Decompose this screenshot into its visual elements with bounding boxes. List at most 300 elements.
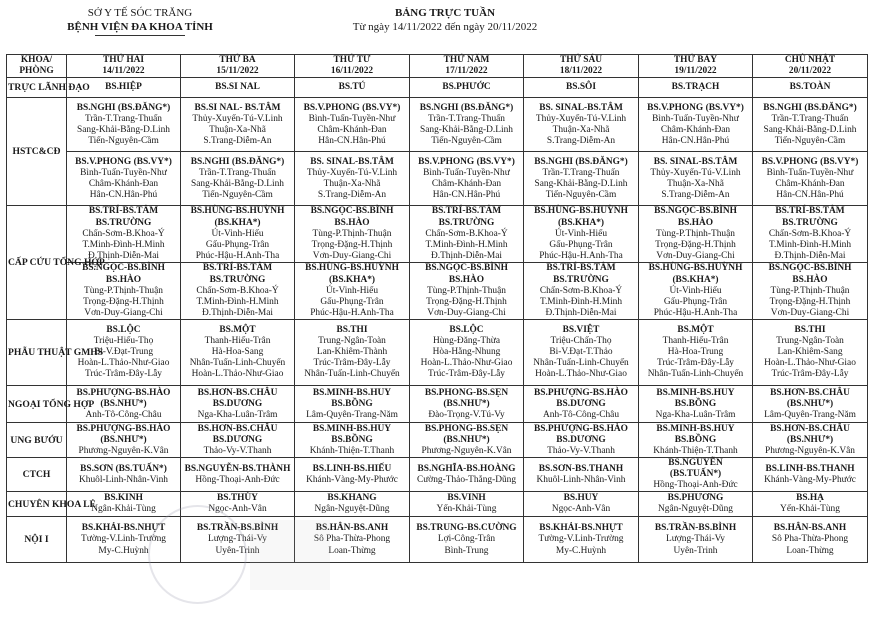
- day-column-header: [639, 55, 753, 78]
- doctor-line: BS.DƯƠNG: [556, 434, 606, 445]
- doctor-line: BS.PHƯỢNG-BS.HÀO: [534, 387, 628, 398]
- doctor-line: BS.NGHI (BS.ĐĂNG*): [190, 156, 285, 167]
- staff-line: Vơn-Duy-Giang-Chi: [84, 307, 163, 318]
- doctor-line: BS.V.PHONG (BS.VY*): [647, 102, 744, 113]
- doctor-line: BS.TÚ: [338, 82, 366, 93]
- doctor-line: BS.HÂN-BS.ANH: [773, 523, 847, 534]
- day-header-day: THỨ BA: [219, 55, 256, 65]
- duty-cell: [410, 458, 524, 492]
- doctor-line: BS.SƠN-BS.THANH: [538, 463, 624, 474]
- duty-cell: [67, 98, 181, 152]
- schedule-row: [7, 517, 868, 563]
- day-header-date: 20/11/2022: [788, 66, 832, 77]
- staff-line: Nhân-Tuấn-Linh-Chuyến: [533, 358, 629, 369]
- doctor-line: BS.TRÍ-BS.TÂM: [431, 206, 502, 217]
- staff-line: Trọng-Đặng-H.Thịnh: [426, 296, 507, 307]
- duty-cell: [524, 152, 639, 206]
- doctor-line: (BS.KHA*): [557, 217, 605, 228]
- doctor-line: (BS.NHƯ*): [443, 398, 490, 409]
- staff-line: Trần-T.Trang-Thuấn: [542, 167, 620, 178]
- duty-cell: [639, 320, 753, 386]
- duty-cell: [181, 458, 295, 492]
- duty-cell: [67, 517, 181, 563]
- staff-line: Khánh-Thiện-T.Thanh: [653, 445, 738, 456]
- duty-cell: [295, 152, 410, 206]
- doctor-line: BS.HUY: [563, 493, 599, 504]
- staff-line: My-C.Huỳnh: [555, 545, 607, 556]
- doctor-line: BS.MINH-BS.HUY: [312, 423, 392, 434]
- doctor-line: BS.HƠN-BS.CHÂU: [770, 423, 850, 434]
- doctor-line: BS.TRƯỜNG: [95, 217, 152, 228]
- day-header-date: 18/11/2022: [559, 66, 603, 77]
- schedule-row: [7, 423, 868, 458]
- duty-cell: [295, 78, 410, 98]
- staff-line: Trần-T.Trang-Thuấn: [771, 113, 849, 124]
- staff-line: Hân-CN.Hân-Phú: [661, 135, 730, 146]
- staff-line: Hân-CN.Hân-Phú: [318, 135, 386, 146]
- staff-line: Gấu-Phụng-Trân: [205, 239, 270, 250]
- staff-line: Tiến-Nguyên-Cầm: [774, 135, 846, 146]
- day-column-header: [181, 55, 295, 78]
- staff-line: Hoàn-L.Thảo-Như-Giao: [420, 358, 513, 369]
- doctor-line: BS. SINAL-BS.TÂM: [539, 102, 623, 113]
- staff-line: Lâm-Quyên-Trang-Năm: [764, 409, 856, 420]
- staff-line: Lợi-Công-Trân: [437, 534, 496, 545]
- doctor-line: BS.LINH-BS.THANH: [765, 463, 855, 474]
- org-line-1: SỞ Y TẾ SÓC TRĂNG: [87, 7, 193, 19]
- staff-line: Trung-Ngân-Toàn: [318, 336, 386, 347]
- doctor-line: BS.HÀO: [105, 274, 142, 285]
- doctor-line: BS.NGUYỄN: [668, 458, 723, 469]
- staff-line: Thủy-Xuyến-Tú-V.Linh: [192, 113, 283, 124]
- staff-line: Chấn-Sơm-B.Khoa-Ý: [768, 228, 852, 239]
- duty-cell: [753, 423, 868, 458]
- day-column-header: [524, 55, 639, 78]
- day-header-day: THỨ TƯ: [333, 55, 371, 65]
- staff-line: Tiến-Nguyên-Cầm: [545, 189, 617, 200]
- duty-cell: [67, 263, 181, 320]
- duty-cell: [295, 320, 410, 386]
- staff-line: Thuận-Xa-Nhã: [667, 178, 724, 189]
- header-row: [7, 55, 868, 78]
- staff-line: Uyên-Trinh: [673, 545, 718, 556]
- doctor-line: (BS.NHƯ*): [443, 434, 490, 445]
- duty-cell: [524, 320, 639, 386]
- doctor-line: BS.NGHI (BS.ĐĂNG*): [763, 102, 857, 113]
- doctor-line: BS.LINH-BS.HIẾU: [312, 463, 392, 474]
- duty-cell: [639, 152, 753, 206]
- schedule-row: [7, 206, 868, 263]
- staff-line: Tường-V.Linh-Trường: [538, 534, 624, 545]
- duty-cell: [753, 206, 868, 263]
- staff-line: Nhân-Tuấn-Linh-Chuyến: [304, 369, 400, 380]
- staff-line: Út-Vinh-Hiếu: [554, 228, 608, 239]
- staff-line: Khuôl-Linh-Nhân-Vinh: [536, 474, 626, 485]
- doctor-line: (BS.KHA*): [214, 217, 261, 228]
- schedule-row: [7, 458, 868, 492]
- doctor-line: BS.TRẦN-BS.BÌNH: [196, 523, 279, 534]
- duty-cell: [181, 492, 295, 517]
- doctor-line: (BS.KHA*): [672, 274, 719, 285]
- staff-line: Vơn-Duy-Giang-Chi: [312, 250, 392, 261]
- duty-cell: [753, 386, 868, 423]
- staff-line: Chấn-Sơm-B.Khoa-Ý: [82, 228, 165, 239]
- day-header-date: 19/11/2022: [674, 66, 717, 77]
- staff-line: S.Trang-Diễm-An: [317, 189, 387, 200]
- duty-cell: [639, 517, 753, 563]
- doctor-line: BS.NGHI (BS.ĐĂNG*): [534, 156, 628, 167]
- duty-cell: [639, 78, 753, 98]
- staff-line: Phúc-Hậu-H.Anh-Tha: [653, 307, 738, 318]
- duty-cell: [753, 492, 868, 517]
- duty-cell: [67, 206, 181, 263]
- staff-line: Châm-Khánh-Đan: [88, 178, 159, 189]
- duty-cell: [410, 206, 524, 263]
- day-header-date: 14/11/2022: [102, 66, 145, 77]
- staff-line: Yến-Khải-Tùng: [780, 504, 840, 515]
- staff-line: Trúc-Trâm-Đây-Lẫy: [657, 358, 734, 369]
- day-column-header: [67, 55, 181, 78]
- duty-cell: [410, 78, 524, 98]
- dept-name: UNG BƯỚU: [7, 423, 67, 458]
- staff-line: Tiến-Nguyên-Cầm: [202, 189, 273, 200]
- staff-line: Tường-V.Linh-Trường: [81, 534, 166, 545]
- duty-cell: [524, 458, 639, 492]
- staff-line: Thảo-Vy-V.Thanh: [203, 445, 272, 456]
- staff-line: Thanh-Hiếu-Trân: [204, 336, 271, 347]
- doctor-line: BS.TOÀN: [789, 82, 831, 93]
- duty-cell: [295, 517, 410, 563]
- doctor-line: BS.HÙNG-BS.HUỲNH: [190, 206, 285, 217]
- staff-line: Đ.Thịnh-Diễn-Mai: [87, 250, 160, 261]
- staff-line: Lượng-Thái-Vy: [208, 534, 267, 545]
- staff-line: Hoàn-L.Thảo-Như-Giao: [77, 358, 170, 369]
- day-header-day: THỨ SÁU: [559, 55, 603, 65]
- staff-line: Nhân-Tuấn-Linh-Chuyến: [647, 369, 744, 380]
- duty-cell: [181, 98, 295, 152]
- staff-line: Sang-Khải-Bằng-D.Linh: [77, 124, 170, 135]
- staff-line: Bình-Tuấn-Tuyền-Như: [652, 113, 739, 124]
- doctor-line: BS.HÙNG-BS.HUỲNH: [534, 206, 628, 217]
- staff-line: Phương-Nguyên-K.Vân: [78, 445, 169, 456]
- doctor-line: BS.V.PHONG (BS.VY*): [303, 102, 401, 113]
- duty-cell: [295, 423, 410, 458]
- org-line-2: BỆNH VIỆN ĐA KHOA TỈNH: [67, 21, 213, 33]
- duty-cell: [181, 263, 295, 320]
- staff-line: Hồng-Thoại-Anh-Đức: [653, 480, 738, 491]
- duty-cell: [639, 386, 753, 423]
- doctor-line: BS.TRẠCH: [671, 82, 720, 93]
- doctor-line: BS.MỘT: [219, 324, 256, 335]
- duty-cell: [753, 320, 868, 386]
- dept-header-text: PHÒNG: [19, 66, 54, 77]
- duty-cell: [295, 98, 410, 152]
- duty-cell: [181, 423, 295, 458]
- staff-line: Phương-Nguyên-K.Vân: [765, 445, 855, 456]
- doctor-line: BS.SI NAL- BS.TÂM: [194, 102, 281, 113]
- doctor-line: BS.NGHI (BS.ĐĂNG*): [419, 102, 514, 113]
- staff-line: Lan-Khiêm-Sang: [777, 347, 843, 358]
- doctor-line: BS.MINH-BS.HUY: [312, 387, 392, 398]
- duty-cell: [524, 78, 639, 98]
- doctor-line: BS.V.PHONG (BS.VY*): [418, 156, 515, 167]
- staff-line: Trúc-Trâm-Đây-Lẫy: [428, 369, 505, 380]
- staff-line: Đ.Thịnh-Diễn-Mai: [201, 307, 274, 318]
- staff-line: Trúc-Trâm-Đây-Lẫy: [85, 369, 162, 380]
- staff-line: Sang-Khải-Bằng-D.Linh: [763, 124, 857, 135]
- duty-cell: [639, 98, 753, 152]
- day-header-date: 15/11/2022: [216, 66, 259, 77]
- duty-cell: [410, 98, 524, 152]
- staff-line: Trúc-Trâm-Đây-Lẫy: [771, 369, 849, 380]
- staff-line: Phúc-Hậu-H.Anh-Tha: [539, 250, 623, 261]
- doctor-line: BS.HƠN-BS.CHÂU: [197, 423, 278, 434]
- doctor-line: BS.DƯƠNG: [212, 398, 263, 409]
- staff-line: Ngọc-Anh-Vân: [551, 504, 611, 515]
- staff-line: Loan-Thừng: [328, 545, 376, 556]
- doctor-line: BS.HÀO: [334, 217, 370, 228]
- day-header-day: THỨ HAI: [102, 55, 145, 65]
- doctor-line: BS.TRƯỜNG: [782, 217, 838, 228]
- schedule-row: [7, 78, 868, 98]
- duty-cell: [524, 206, 639, 263]
- dept-name: CHUYÊN KHOA LẺ: [7, 492, 67, 517]
- staff-line: Bình-Tuấn-Tuyền-Như: [423, 167, 510, 178]
- duty-cell: [181, 320, 295, 386]
- staff-line: Đ.Thịnh-Diễn-Mai: [430, 250, 503, 261]
- staff-line: Hoàn-L.Thảo-Như-Giao: [191, 369, 284, 380]
- schedule-row: [7, 386, 868, 423]
- duty-cell: [67, 423, 181, 458]
- day-header-day: CHỦ NHẬT: [784, 55, 836, 65]
- staff-line: Út-Vinh-Hiếu: [325, 285, 379, 296]
- staff-line: Lâm-Quyên-Trang-Năm: [306, 409, 398, 420]
- staff-line: Thuận-Xa-Nhã: [552, 124, 610, 135]
- day-header-day: THỨ NĂM: [443, 55, 490, 65]
- staff-line: Thuận-Xa-Nhã: [209, 124, 266, 135]
- staff-line: Trần-T.Trang-Thuấn: [85, 113, 162, 124]
- doctor-line: BS.TRƯỜNG: [438, 217, 495, 228]
- dept-name: HSTC&CĐ: [7, 98, 67, 206]
- schedule-row: [7, 152, 868, 206]
- staff-line: Trọng-Đặng-H.Thịnh: [83, 296, 164, 307]
- duty-cell: [753, 98, 868, 152]
- duty-cell: [295, 386, 410, 423]
- doctor-line: BS.V.PHONG (BS.VY*): [761, 156, 859, 167]
- staff-line: T.Minh-Đình-H.Minh: [768, 239, 852, 250]
- staff-line: Tùng-P.Thịnh-Thuận: [84, 285, 163, 296]
- staff-line: Hân-CN.Hân-Phú: [432, 189, 501, 200]
- duty-cell: [524, 423, 639, 458]
- staff-line: Khánh-Vàng-My-Phước: [764, 474, 856, 485]
- staff-line: Uyên-Trinh: [215, 545, 260, 556]
- doctor-line: BS.HÀO: [792, 274, 828, 285]
- duty-cell: [181, 206, 295, 263]
- doctor-line: BS.LỘC: [106, 324, 141, 335]
- doctor-line: BS.NGỌC-BS.BÌNH: [768, 263, 852, 274]
- document-header: [0, 0, 872, 54]
- staff-line: Vơn-Duy-Giang-Chi: [656, 250, 735, 261]
- doctor-line: BS.THI: [336, 324, 368, 335]
- day-column-header: [753, 55, 868, 78]
- staff-line: Tiến-Nguyên-Cầm: [88, 135, 159, 146]
- staff-line: T.Minh-Đình-H.Minh: [82, 239, 165, 250]
- doctor-line: (BS.NHƯ*): [100, 434, 147, 445]
- staff-line: Châm-Khánh-Đan: [660, 124, 731, 135]
- duty-cell: [181, 78, 295, 98]
- doctor-line: BS.THI: [794, 324, 826, 335]
- day-header-date: 17/11/2022: [445, 66, 488, 77]
- doctor-line: BS.DƯƠNG: [212, 434, 263, 445]
- staff-line: Ngân-Nguyệt-Dũng: [658, 504, 733, 515]
- duty-cell: [524, 492, 639, 517]
- day-header-day: THỨ BẢY: [673, 55, 718, 65]
- duty-cell: [524, 386, 639, 423]
- staff-line: Trung-Ngân-Toàn: [776, 336, 844, 347]
- staff-line: Hân-CN.Hân-Phú: [776, 189, 844, 200]
- staff-line: Út-Vinh-Hiếu: [211, 228, 264, 239]
- doctor-line: BS.TRÍ-BS.TÂM: [88, 206, 159, 217]
- staff-line: Hùng-Đăng-Thừa: [432, 336, 501, 347]
- staff-line: Lượng-Thái-Vy: [666, 534, 725, 545]
- doctor-line: (BS.NHƯ*): [100, 398, 147, 409]
- staff-line: Sô Pha-Thừa-Phong: [313, 534, 391, 545]
- dept-column-header: [7, 55, 67, 78]
- doctor-line: BS.NGỌC-BS.BÌNH: [654, 206, 737, 217]
- staff-line: Vơn-Duy-Giang-Chi: [770, 307, 850, 318]
- staff-line: S.Trang-Diễm-An: [203, 135, 272, 146]
- staff-line: Châm-Khánh-Đan: [431, 178, 502, 189]
- doctor-line: BS.THÙY: [217, 493, 258, 504]
- duty-cell: [410, 263, 524, 320]
- staff-line: Tùng-P.Thịnh-Thuận: [656, 228, 735, 239]
- doctor-line: BS.TRÍ-BS.TÂM: [202, 263, 273, 274]
- staff-line: Nga-Kha-Luân-Trâm: [655, 409, 736, 420]
- schedule-date-range: Từ ngày 14/11/2022 đến ngày 20/11/2022: [352, 21, 538, 33]
- staff-line: Gấu-Phụng-Trân: [663, 296, 728, 307]
- day-header-date: 16/11/2022: [330, 66, 374, 77]
- doctor-line: BS. SINAL-BS.TÂM: [653, 156, 738, 167]
- doctor-line: BS.HƠN-BS.CHÂU: [197, 387, 278, 398]
- doctor-line: BS.SI NAL: [215, 82, 260, 93]
- duty-cell: [410, 320, 524, 386]
- staff-line: Út-Vinh-Hiếu: [669, 285, 722, 296]
- doctor-line: BS.SÔI: [566, 82, 596, 93]
- doctor-line: BS.MINH-BS.HUY: [656, 423, 735, 434]
- duty-cell: [753, 152, 868, 206]
- schedule-row: [7, 320, 868, 386]
- doctor-line: BS.HIỆP: [105, 82, 142, 93]
- staff-line: Phúc-Hậu-H.Anh-Tha: [195, 250, 280, 261]
- doctor-line: BS.KINH: [104, 493, 143, 504]
- schedule-row: [7, 98, 868, 152]
- staff-line: Bi-V.Đạt-T.Thảo: [549, 347, 613, 358]
- doctor-line: (BS.NHƯ*): [786, 434, 834, 445]
- doctor-line: BS.NGHĨA-BS.HOÀNG: [417, 463, 516, 474]
- staff-line: T.Minh-Đình-H.Minh: [196, 296, 279, 307]
- duty-cell: [181, 517, 295, 563]
- duty-cell: [67, 152, 181, 206]
- doctor-line: BS.TRƯỜNG: [553, 274, 609, 285]
- staff-line: Châm-Khánh-Đan: [317, 124, 387, 135]
- staff-line: Trọng-Đặng-H.Thịnh: [769, 296, 851, 307]
- staff-line: Bi-V.Đạt-Trung: [93, 347, 154, 358]
- doctor-line: BS.HÙNG-BS.HUỲNH: [305, 263, 399, 274]
- schedule-row: [7, 492, 868, 517]
- doctor-line: BS.HÙNG-BS.HUỲNH: [648, 263, 743, 274]
- duty-cell: [410, 152, 524, 206]
- doctor-line: BS.KHANG: [327, 493, 377, 504]
- staff-line: Anh-Tô-Công-Châu: [542, 409, 620, 420]
- staff-line: Thanh-Hiếu-Trân: [662, 336, 729, 347]
- duty-cell: [639, 458, 753, 492]
- staff-line: Bình-Trung: [444, 545, 489, 556]
- doctor-line: BS.NGHI (BS.ĐĂNG*): [76, 102, 171, 113]
- doctor-line: BS.MINH-BS.HUY: [656, 387, 735, 398]
- staff-line: Chấn-Sơm-B.Khoa-Ý: [425, 228, 508, 239]
- staff-line: Thủy-Xuyến-Tú-V.Linh: [535, 113, 627, 124]
- duty-cell: [295, 458, 410, 492]
- staff-line: Loan-Thừng: [786, 545, 834, 556]
- staff-line: Thảo-Vy-V.Thanh: [547, 445, 615, 456]
- doctor-line: BS.KHẢI-BS.NHỰT: [81, 523, 166, 534]
- staff-line: Triệu-Chấn-Thọ: [550, 336, 612, 347]
- doctor-line: BS.BỒNG: [674, 434, 717, 445]
- doctor-line: BS.TRƯỜNG: [209, 274, 266, 285]
- staff-line: Bình-Tuấn-Tuyền-Như: [80, 167, 167, 178]
- doctor-line: BS.PHƯỢNG-BS.HÀO: [76, 387, 171, 398]
- staff-line: Thủy-Xuyến-Tú-V.Linh: [306, 167, 398, 178]
- doctor-line: BS.NGỌC-BS.BÌNH: [425, 263, 508, 274]
- schedule-title: BẢNG TRỰC TUẦN: [394, 7, 496, 19]
- staff-line: Vơn-Duy-Giang-Chi: [427, 307, 506, 318]
- staff-line: Sang-Khải-Bằng-D.Linh: [191, 178, 284, 189]
- doctor-line: BS.PHƯỢNG-BS.HÀO: [76, 423, 171, 434]
- doctor-line: BS.PHONG-BS.SẸN: [424, 423, 509, 434]
- staff-line: Hà-Hoa-Sang: [211, 347, 264, 358]
- staff-line: Trần-T.Trang-Thuấn: [428, 113, 505, 124]
- staff-line: Anh-Tô-Công-Châu: [85, 409, 162, 420]
- staff-line: Sô Pha-Thừa-Phong: [771, 534, 849, 545]
- staff-line: Nhân-Tuấn-Linh-Chuyến: [189, 358, 286, 369]
- staff-line: Sang-Khải-Bằng-D.Linh: [534, 178, 628, 189]
- duty-cell: [67, 458, 181, 492]
- staff-line: Nga-Kha-Luân-Trâm: [197, 409, 278, 420]
- staff-line: Yến-Khải-Tùng: [436, 504, 497, 515]
- staff-line: Hân-CN.Hân-Phú: [89, 189, 158, 200]
- duty-cell: [181, 386, 295, 423]
- doctor-line: BS. SINAL-BS.TÂM: [310, 156, 394, 167]
- duty-cell: [524, 98, 639, 152]
- staff-line: Phương-Nguyên-K.Vân: [421, 445, 512, 456]
- doctor-line: BS.HƠN-BS.CHÂU: [770, 387, 850, 398]
- staff-line: Tùng-P.Thịnh-Thuận: [427, 285, 506, 296]
- doctor-line: BS.BỒNG: [674, 398, 717, 409]
- staff-line: S.Trang-Diễm-An: [546, 135, 616, 146]
- dept-header-text: KHOA/: [20, 55, 53, 65]
- dept-name: TRỰC LÃNH ĐẠO: [7, 78, 67, 98]
- staff-line: Đ.Thịnh-Diễn-Mai: [774, 250, 846, 261]
- staff-line: S.Trang-Diễm-An: [661, 189, 730, 200]
- staff-line: Hồng-Thoại-Anh-Đức: [195, 474, 280, 485]
- staff-line: Trọng-Đặng-H.Thịnh: [311, 239, 393, 250]
- doctor-line: BS.PHƯỚC: [442, 82, 491, 93]
- staff-line: Khánh-Vàng-My-Phước: [306, 474, 398, 485]
- duty-cell: [410, 517, 524, 563]
- duty-cell: [295, 263, 410, 320]
- doctor-line: BS.HẠ: [796, 493, 824, 504]
- staff-line: Bình-Tuấn-Tuyền-Như: [766, 167, 854, 178]
